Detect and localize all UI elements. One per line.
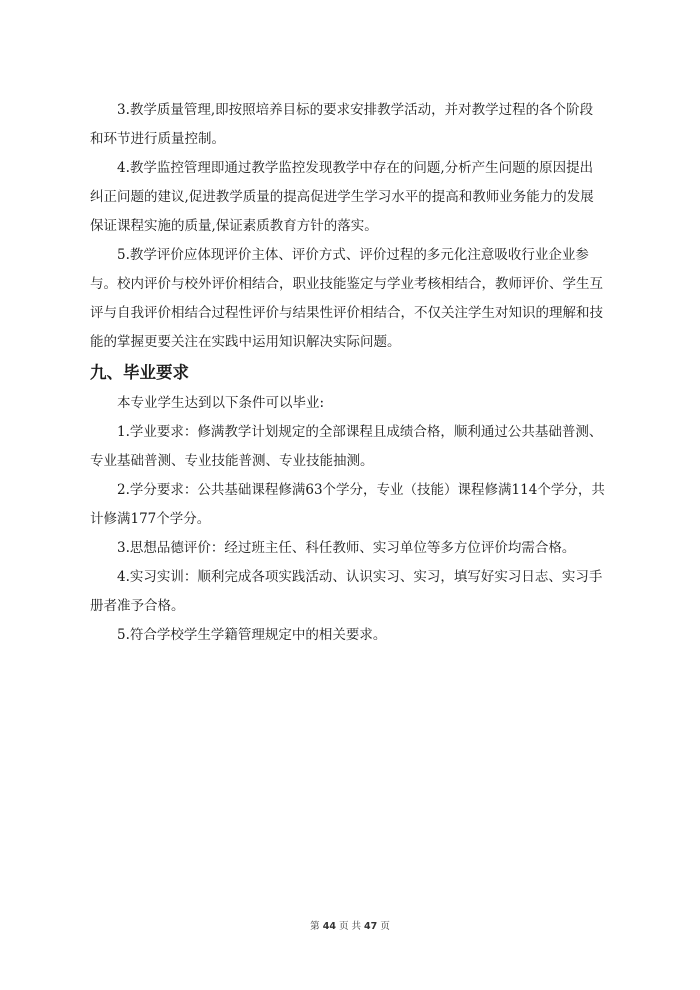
requirement-credits: 2.学分要求：公共基础课程修满63个学分，专业（技能）课程修满114个学分，共计修满177个学分。 — [90, 482, 605, 527]
section-heading-graduation: 九、毕业要求 — [90, 363, 189, 382]
paragraph-teaching-monitoring: 4.教学监控管理即通过教学监控发现教学中存在的问题,分析产生问题的原因提出纠正问题的建议,促进教学质量的提高促进学生学习水平的提高和教师业务能力的发展保证课程实施的质量,保证素质教育方针的落实。 — [90, 160, 594, 234]
requirement-enrollment: 5.符合学校学生学籍管理规定中的相关要求。 — [117, 627, 387, 643]
footer-middle: 页 共 — [338, 921, 362, 932]
page-content — [90, 96, 606, 650]
graduation-intro: 本专业学生达到以下条件可以毕业: — [117, 395, 325, 411]
footer-prefix: 第 — [310, 921, 320, 932]
paragraph-teaching-evaluation: 5.教学评价应体现评价主体、评价方式、评价过程的多元化注意吸收行业企业参与。校内评价与校外评价相结合，职业技能鉴定与学业考核相结合，教师评价、学生互评与自我评价相结合过程性评价与结果性评价相结合，不仅关注学生对知识的理解和技能的掌握更要关注在实践中运用知识解决实际问题。 — [90, 247, 603, 350]
current-page-number: 44 — [322, 921, 336, 932]
total-page-number: 47 — [364, 921, 378, 932]
requirement-moral: 3.思想品德评价：经过班主任、科任教师、实习单位等多方位评价均需合格。 — [117, 540, 576, 556]
requirement-academic: 1.学业要求：修满教学计划规定的全部课程且成绩合格，顺利通过公共基础普测、专业基础普测、专业技能普测、专业技能抽测。 — [90, 424, 603, 469]
requirement-internship: 4.实习实训：顺利完成各项实践活动、认识实习、实习，填写好实习日志、实习手册者准予合格。 — [90, 569, 603, 614]
paragraph-teaching-quality: 3.教学质量管理,即按照培养目标的要求安排教学活动，并对教学过程的各个阶段和环节进行质量控制。 — [90, 102, 594, 147]
footer-suffix: 页 — [380, 921, 390, 932]
page-footer — [0, 918, 700, 932]
